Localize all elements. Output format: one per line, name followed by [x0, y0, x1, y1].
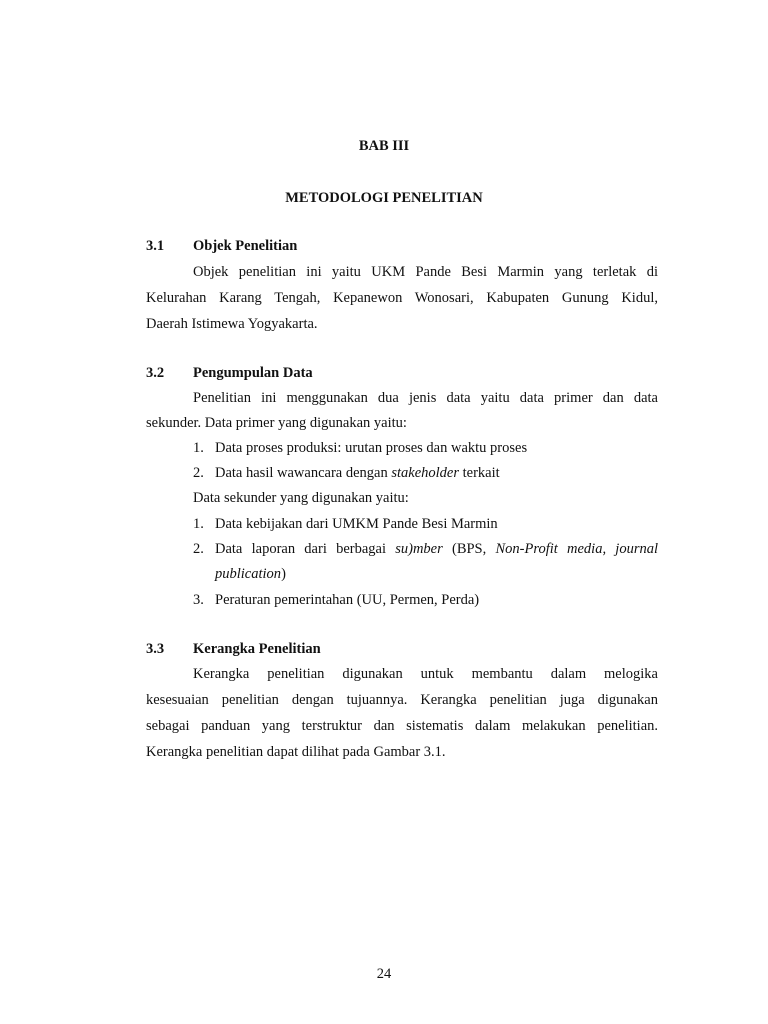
list-number: 2.	[193, 541, 204, 557]
list-number: 3.	[193, 592, 204, 608]
list-item: Data kebijakan dari UMKM Pande Besi Marmin	[215, 516, 498, 532]
list-item: Peraturan pemerintahan (UU, Permen, Perda)	[215, 592, 480, 608]
list-item: Data proses produksi: urutan proses dan waktu proses	[215, 440, 528, 456]
chapter-title: METODOLOGI PENELITIAN	[285, 190, 483, 206]
paragraph-line: Objek penelitian ini yaitu UKM Pande Besi Marmin yang terletak di	[193, 264, 658, 280]
list-item: Data hasil wawancara dengan stakeholder terkait	[215, 465, 500, 481]
list-item: Data laporan dari berbagai su)mber (BPS, Non-Profit media, journal	[215, 541, 658, 557]
list-number: 2.	[193, 465, 204, 481]
section-number: 3.3	[146, 641, 165, 657]
paragraph-line: kesesuaian penelitian dengan tujuannya. Kerangka penelitian juga digunakan	[146, 692, 658, 708]
paragraph-line: Daerah Istimewa Yogyakarta.	[146, 316, 318, 332]
paragraph-line: sebagai panduan yang terstruktur dan sistematis dalam melakukan penelitian.	[146, 718, 658, 734]
section-title: Kerangka Penelitian	[193, 641, 321, 657]
chapter-label: BAB III	[358, 138, 410, 154]
paragraph-line: Data sekunder yang digunakan yaitu:	[193, 490, 409, 506]
paragraph-line: Kerangka penelitian digunakan untuk membantu dalam melogika	[193, 666, 658, 682]
list-number: 1.	[193, 440, 204, 456]
paragraph-line: Penelitian ini menggunakan dua jenis data yaitu data primer dan data	[193, 390, 658, 406]
section-title: Objek Penelitian	[193, 238, 298, 254]
section-number: 3.1	[146, 238, 165, 254]
paragraph-line: Kerangka penelitian dapat dilihat pada Gambar 3.1.	[146, 744, 446, 760]
list-number: 1.	[193, 516, 204, 532]
list-item-continuation: publication)	[215, 566, 286, 582]
page-number: 24	[376, 966, 392, 982]
paragraph-line: Kelurahan Karang Tengah, Kepanewon Wonosari, Kabupaten Gunung Kidul,	[146, 290, 658, 306]
section-number: 3.2	[146, 365, 165, 381]
paragraph-line: sekunder. Data primer yang digunakan yaitu:	[146, 415, 407, 431]
section-title: Pengumpulan Data	[193, 365, 313, 381]
